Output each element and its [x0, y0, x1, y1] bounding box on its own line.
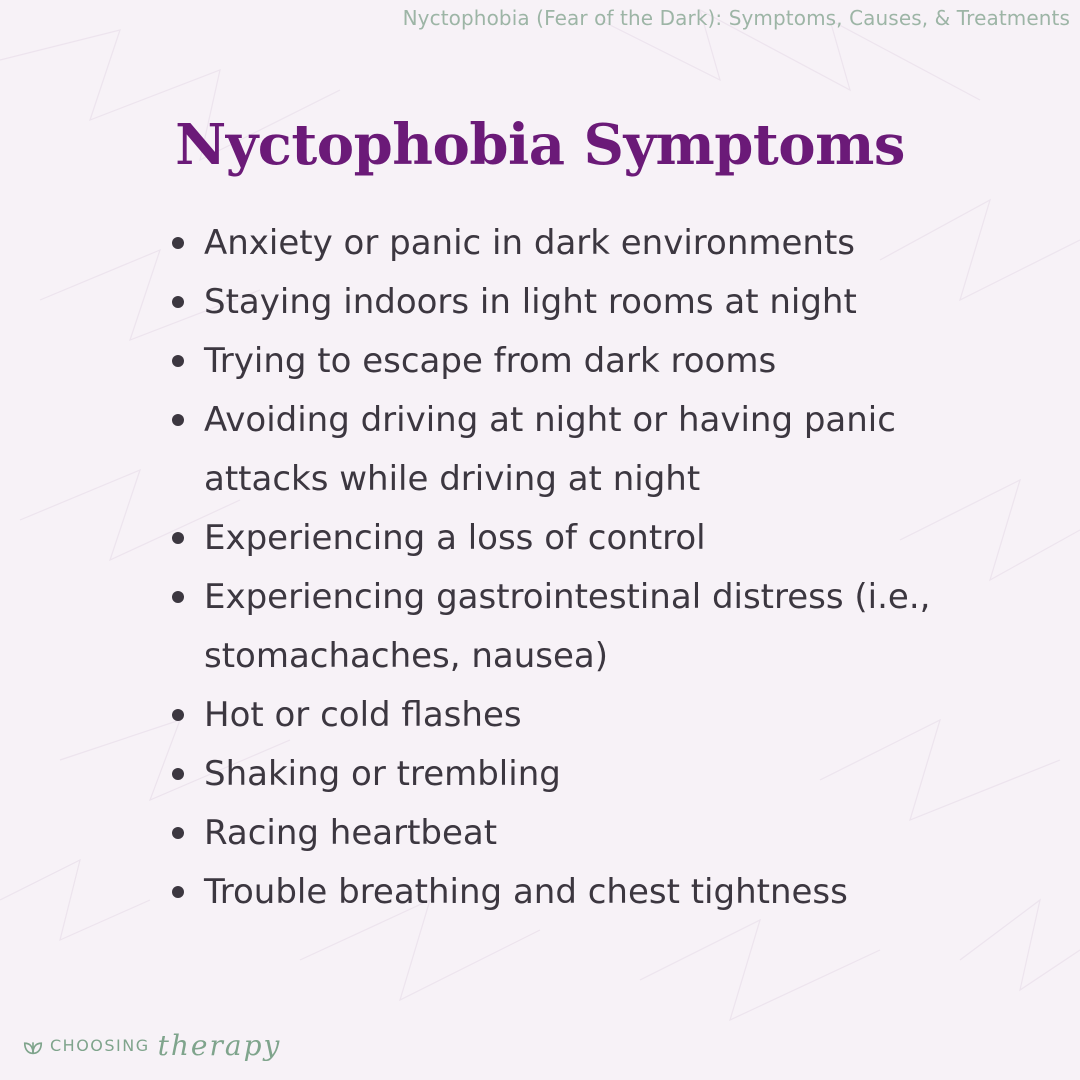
choosing-therapy-logo: [22, 1029, 281, 1062]
list-item: Shaking or trembling: [168, 745, 1028, 804]
list-item: Hot or cold flashes: [168, 686, 1028, 745]
list-item: Anxiety or panic in dark environments: [168, 214, 1028, 273]
list-item: Staying indoors in light rooms at night: [168, 273, 1028, 332]
symptoms-list: [168, 214, 1028, 922]
list-item: Experiencing gastrointestinal distress (i.e., stomachaches, nausea): [168, 568, 1028, 686]
page-title: Nyctophobia Symptoms: [175, 112, 905, 178]
article-caption: Nyctophobia (Fear of the Dark): Symptoms, Causes, & Treatments: [402, 6, 1070, 30]
list-item: Avoiding driving at night or having panic attacks while driving at night: [168, 391, 1028, 509]
list-item: Trouble breathing and chest tightness: [168, 863, 1028, 922]
leaf-icon: [22, 1035, 44, 1057]
list-item: Trying to escape from dark rooms: [168, 332, 1028, 391]
list-item: Racing heartbeat: [168, 804, 1028, 863]
logo-script: therapy: [157, 1029, 282, 1062]
list-item: Experiencing a loss of control: [168, 509, 1028, 568]
logo-word: CHOOSING: [50, 1036, 150, 1055]
